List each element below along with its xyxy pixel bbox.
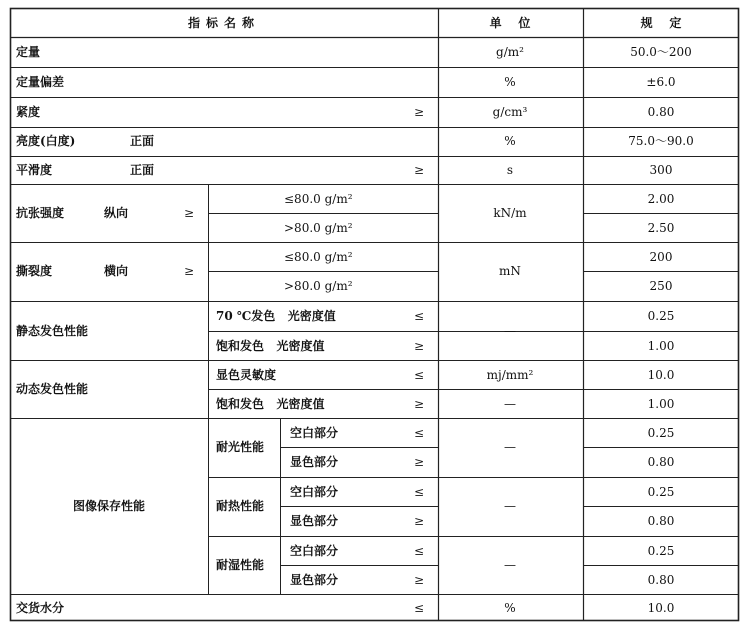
row-image-light-unit: — [504,440,516,454]
header-spec: 规 定 [640,16,682,30]
row-tightness-label: 紧度 [16,105,41,119]
row-grammage-unit: g/m² [496,45,524,59]
row-image-label: 图像保存性能 [72,499,146,513]
row-static-value1: 0.25 [647,309,675,323]
row-image-humidity-blank: 空白部分 [290,544,339,558]
row-static-sub1: 70 ℃发色 光密度值 [216,309,336,323]
row-dynamic-sub2: 饱和发色 光密度值 [216,397,325,411]
row-image-humidity-op2: ≥ [414,573,425,587]
row-image-light-value2: 0.80 [647,455,675,469]
row-grammage-dev-label: 定量偏差 [16,75,65,89]
row-dynamic-value1: 10.0 [647,368,675,382]
row-dynamic-unit2: — [504,397,516,411]
row-tear-dir: 横向 [104,264,129,278]
header-unit: 单 位 [489,16,531,30]
row-tensile-sub2: >80.0 g/m² [284,221,353,235]
row-tensile-label: 抗张强度 [16,206,65,220]
row-dynamic-op2: ≥ [414,397,425,411]
row-static-op1: ≤ [414,309,425,323]
row-dynamic-value2: 1.00 [647,397,675,411]
row-tear-unit: mN [499,264,521,278]
row-tensile-dir: 纵向 [104,206,129,220]
row-tear-label: 撕裂度 [16,264,53,278]
row-image-heat-color: 显色部分 [290,514,339,528]
row-moisture-value: 10.0 [647,601,675,615]
row-static-op2: ≥ [414,339,425,353]
row-dynamic-unit1: mj/mm² [486,368,534,382]
row-dynamic-op1: ≤ [414,368,425,382]
row-tensile-unit: kN/m [493,206,527,220]
row-grammage-label: 定量 [16,45,41,59]
row-grammage-dev-unit: % [504,75,516,89]
row-image-light-name: 耐光性能 [216,440,265,454]
row-moisture-unit: % [504,601,516,615]
row-image-heat-op1: ≤ [414,485,425,499]
row-smoothness-label: 平滑度 [16,163,53,177]
row-tear-op: ≥ [184,264,195,278]
row-image-heat-value2: 0.80 [647,514,675,528]
row-image-heat-op2: ≥ [414,514,425,528]
row-tensile-value2: 2.50 [647,221,675,235]
row-image-heat-value1: 0.25 [647,485,675,499]
row-moisture-op: ≤ [414,601,425,615]
row-static-unit: — [504,324,516,338]
row-moisture-label: 交货水分 [16,601,65,615]
row-tear-value1: 200 [649,250,673,264]
row-brightness-label: 亮度(白度) [16,134,76,148]
row-grammage-value: 50.0～200 [630,45,692,59]
row-tightness-unit: g/cm³ [492,105,528,119]
header-indicator: 指标名称 [187,16,261,30]
row-brightness-value: 75.0～90.0 [628,134,694,148]
row-tensile-sub1: ≤80.0 g/m² [284,192,353,206]
row-image-light-value1: 0.25 [647,426,675,440]
row-static-label: 静态发色性能 [16,324,89,338]
row-smoothness-value: 300 [649,163,673,177]
row-image-humidity-op1: ≤ [414,544,425,558]
row-image-heat-blank: 空白部分 [290,485,339,499]
row-static-value2: 1.00 [647,339,675,353]
row-dynamic-sub1: 显色灵敏度 [216,368,277,382]
row-image-humidity-color: 显色部分 [290,573,339,587]
row-image-humidity-unit: — [504,558,516,572]
row-image-humidity-value1: 0.25 [647,544,675,558]
row-brightness-side: 正面 [130,134,155,148]
row-tightness-op: ≥ [414,105,425,119]
row-smoothness-side: 正面 [130,163,155,177]
row-tear-sub2: >80.0 g/m² [284,279,353,293]
row-smoothness-op: ≥ [414,163,425,177]
row-image-heat-name: 耐热性能 [216,499,265,513]
row-image-light-op1: ≤ [414,426,425,440]
row-image-light-blank: 空白部分 [290,426,339,440]
row-tensile-op: ≥ [184,206,195,220]
row-tensile-value1: 2.00 [647,192,675,206]
row-tear-value2: 250 [649,279,673,293]
row-image-humidity-name: 耐湿性能 [216,558,265,572]
row-brightness-unit: % [504,134,516,148]
row-image-light-op2: ≥ [414,455,425,469]
row-dynamic-label: 动态发色性能 [16,382,89,396]
row-static-sub2: 饱和发色 光密度值 [216,339,325,353]
row-image-heat-unit: — [504,499,516,513]
row-tear-sub1: ≤80.0 g/m² [284,250,353,264]
row-image-light-color: 显色部分 [290,455,339,469]
row-grammage-dev-value: ±6.0 [646,75,676,89]
row-tightness-value: 0.80 [647,105,675,119]
row-image-humidity-value2: 0.80 [647,573,675,587]
row-smoothness-unit: s [506,163,514,177]
